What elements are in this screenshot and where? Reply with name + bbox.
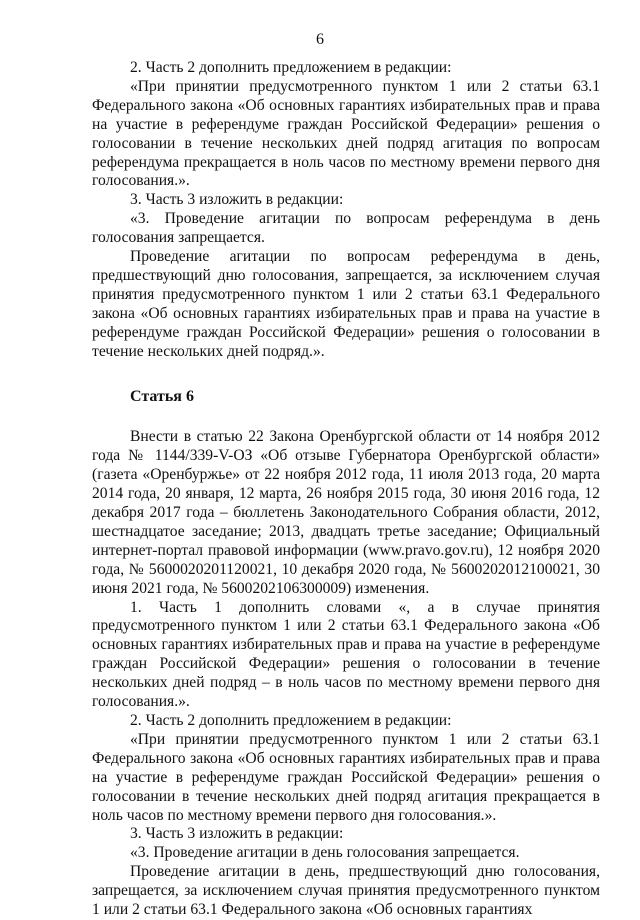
paragraph: 2. Часть 2 дополнить предложением в редакции: <box>130 59 452 76</box>
paragraph: «3. Проведение агитации по вопросам референдума в день голосования запрещается. <box>92 210 600 247</box>
paragraph: «При принятии предусмотренного пунктом 1 или 2 статьи 63.1 Федерального закона «Об основных гарантиях избирательных прав и права на участие в референдуме граждан Российской Федерации» решения о голосовании в течение нескольких дней подряд агитация прекращается в ноль часов по местному времени первого дня голосования.». <box>92 730 600 824</box>
paragraph: «При принятии предусмотренного пунктом 1 или 2 статьи 63.1 Федерального закона «Об основных гарантиях избирательных прав и права на участие в референдуме граждан Российской Федерации» решения о голосовании в течение нескольких дней подряд агитация по вопросам референдума прекращается в ноль часов по местному времени первого дня голосования.». <box>92 77 600 190</box>
page-number: 6 <box>316 31 324 48</box>
paragraph: «3. Проведение агитации в день голосования запрещается. <box>130 844 520 862</box>
paragraph: 3. Часть 3 изложить в редакции: <box>130 825 344 843</box>
article-heading: Статья 6 <box>130 387 194 405</box>
document-body <box>92 59 600 920</box>
paragraph: Проведение агитации в день, предшествующий дню голосования, запрещается, за исключением случая принятия предусмотренного пунктом 1 или 2 статьи 63.1 Федерального закона «Об основных гарантиях <box>92 863 600 919</box>
paragraph: Проведение агитации по вопросам референдума в день, предшествующий дню голосования, запрещается, за исключением случая принятия предусмотренного пунктом 1 или 2 статьи 63.1 Федерального закона «Об основных гарантиях избирательных прав и права на участие в референдуме граждан Российской Федерации» решения о голосовании в течение нескольких дней подряд.». <box>92 248 600 360</box>
paragraph: 1. Часть 1 дополнить словами «, а в случае принятия предусмотренного пунктом 1 или 2 статьи 63.1 Федерального закона «Об основных гарантиях избирательных прав и права на участие в референдуме граждан Российской Федерации» решения о голосовании в течение нескольких дней подряд – в ноль часов по местному времени первого дня голосования.». <box>92 598 600 711</box>
paragraph: Внести в статью 22 Закона Оренбургской области от 14 ноября 2012 года № 1144/339-V-ОЗ «Об отзыве Губернатора Оренбургской области» (газета «Оренбуржье» от 22 ноября 2012 года, 11 июля 2013 года, 20 марта 2014 года, 20 января, 12 марта, 26 ноября 2015 года, 30 июня 2016 года, 12 декабря 2017 года – бюллетень Законодательного Собрания области, 2012, шестнадцатое заседание; 2013, двадцать третье заседание; Официальный интернет-портал правовой информации (www.pravo.gov.ru), 12 ноября 2020 года, № 5600020201120021, 10 декабря 2020 года, № 5600202012100021, 30 июня 2021 года, № 5600202106300009) изменения. <box>92 428 600 597</box>
paragraph: 3. Часть 3 изложить в редакции: <box>130 191 344 209</box>
paragraph: 2. Часть 2 дополнить предложением в редакции: <box>130 712 452 729</box>
